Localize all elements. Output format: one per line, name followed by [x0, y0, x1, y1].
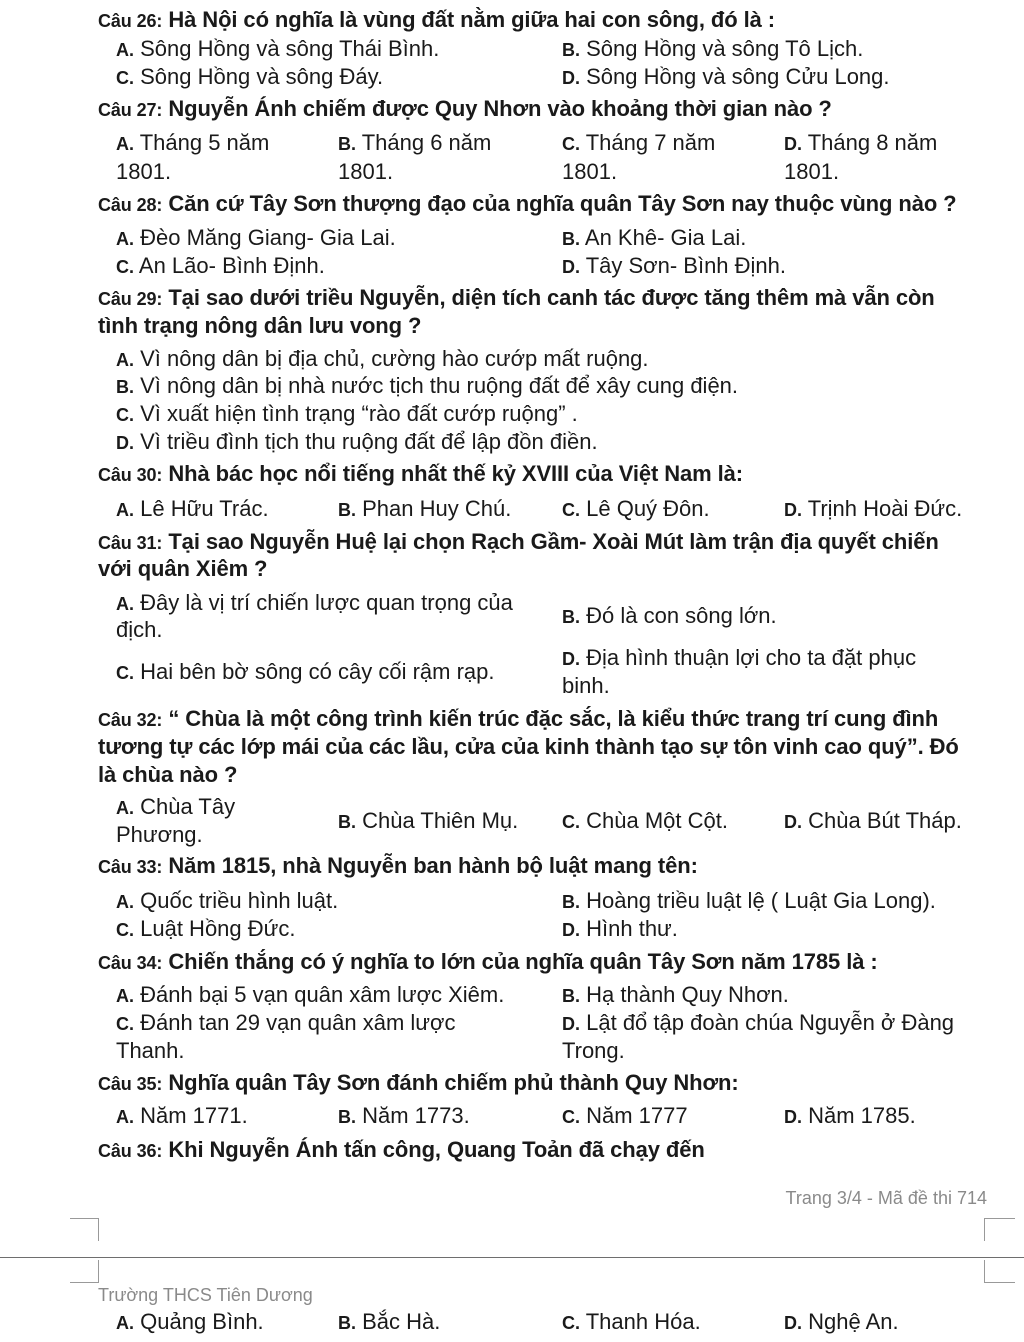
question-text: Năm 1815, nhà Nguyễn ban hành bộ luật mang tên: — [168, 853, 698, 878]
option-d-line2: binh. — [562, 673, 610, 698]
option-text: Tháng 8 năm — [807, 130, 938, 155]
option-key: D. — [784, 1107, 802, 1127]
option-key: B. — [562, 892, 580, 912]
option-text: Hai bên bờ sông có cây cối rậm rạp. — [140, 659, 495, 684]
option-key: C. — [562, 1313, 580, 1333]
option-b — [562, 225, 746, 251]
option-key: D. — [562, 1014, 580, 1034]
option-key: A. — [116, 892, 134, 912]
question-32-line3: là chùa nào ? — [98, 762, 238, 787]
option-text: Đèo Măng Giang- Gia Lai. — [140, 225, 396, 250]
option-b — [338, 130, 491, 156]
option-text: Chùa Bút Tháp. — [808, 808, 962, 833]
option-key: C. — [562, 134, 580, 154]
option-d — [784, 808, 962, 834]
option-d — [562, 916, 678, 942]
option-d — [784, 130, 937, 156]
option-c — [116, 916, 296, 942]
option-key: D. — [562, 257, 580, 277]
question-text: Nhà bác học nổi tiếng nhất thế kỷ XVIII của Việt Nam là: — [168, 461, 744, 486]
question-number: Câu 35: — [98, 1074, 163, 1094]
option-text: Lật đổ tập đoàn chúa Nguyễn ở Đàng — [586, 1010, 955, 1035]
option-d — [562, 64, 890, 90]
option-a — [116, 794, 235, 820]
question-number: Câu 34: — [98, 953, 163, 973]
option-a — [116, 590, 513, 616]
option-text: Chùa Thiên Mụ. — [362, 808, 519, 833]
option-b — [562, 36, 863, 62]
crop-mark-bottom-right — [984, 1260, 1015, 1283]
option-key: A. — [116, 40, 134, 60]
question-number: Câu 31: — [98, 533, 163, 553]
option-d — [784, 496, 962, 522]
option-key: A. — [116, 500, 134, 520]
option-text: Thanh Hóa. — [585, 1309, 701, 1334]
option-b-line2: 1801. — [338, 159, 394, 184]
option-d — [562, 1010, 954, 1036]
option-c — [562, 808, 728, 834]
question-32-line2: tương tự các lớp mái của các lầu, cửa của kinh thành tạo sự tôn vinh cao quý”. Đó — [98, 734, 959, 759]
option-key: C. — [116, 405, 134, 425]
question-29-line2: tình trạng nông dân lưu vong ? — [98, 313, 422, 338]
question-text: Tại sao dưới triều Nguyễn, diện tích canh tác được tăng thêm mà vẫn còn — [168, 285, 935, 310]
option-c — [116, 1010, 455, 1036]
option-text: Lê Quý Đôn. — [586, 496, 710, 521]
option-c — [562, 130, 715, 156]
option-key: B. — [562, 229, 580, 249]
option-a — [116, 130, 269, 156]
option-text: Trịnh Hoài Đức. — [807, 496, 963, 521]
option-text: Vì triều đình tịch thu ruộng đất để lập đồn điền. — [140, 429, 598, 454]
question-text: Nguyễn Ánh chiếm được Quy Nhơn vào khoảng thời gian nào ? — [168, 96, 832, 121]
question-number: Câu 30: — [98, 465, 163, 485]
option-key: B. — [338, 1107, 356, 1127]
option-key: B. — [562, 986, 580, 1006]
question-number: Câu 27: — [98, 100, 163, 120]
option-key: D. — [562, 68, 580, 88]
option-key: A. — [116, 798, 134, 818]
option-text: Sông Hồng và sông Thái Bình. — [140, 36, 440, 61]
option-text: Sông Hồng và sông Tô Lịch. — [586, 36, 864, 61]
question-text: Tại sao Nguyễn Huệ lại chọn Rạch Gầm- Xoài Mút làm trận địa quyết chiến — [168, 529, 939, 554]
question-31 — [98, 529, 939, 555]
option-key: D. — [116, 433, 134, 453]
option-key: C. — [116, 663, 134, 683]
question-33 — [98, 853, 698, 879]
question-number: Câu 33: — [98, 857, 163, 877]
option-text: Đánh bại 5 vạn quân xâm lược Xiêm. — [140, 982, 505, 1007]
option-c — [116, 659, 495, 685]
option-key: A. — [116, 986, 134, 1006]
option-c — [116, 401, 578, 427]
option-text: An Khê- Gia Lai. — [584, 225, 747, 250]
option-a — [116, 1103, 248, 1129]
page-footer-info: Trang 3/4 - Mã đề thi 714 — [785, 1188, 987, 1208]
question-26 — [98, 7, 775, 33]
option-text: Quốc triều hình luật. — [140, 888, 339, 913]
option-text: Đánh tan 29 vạn quân xâm lược — [140, 1010, 456, 1035]
question-number: Câu 36: — [98, 1141, 163, 1161]
option-b — [338, 1103, 470, 1129]
option-key: D. — [784, 500, 802, 520]
option-a — [116, 496, 269, 522]
option-text: Chùa Tây — [140, 794, 236, 819]
option-b — [338, 496, 511, 522]
option-key: A. — [116, 594, 134, 614]
option-text: Vì xuất hiện tình trạng “rào đất cướp ruộng” . — [140, 401, 578, 426]
option-a — [116, 982, 504, 1008]
option-d-line2: 1801. — [784, 159, 840, 184]
question-text: Nghĩa quân Tây Sơn đánh chiếm phủ thành Quy Nhơn: — [168, 1070, 739, 1095]
question-number: Câu 28: — [98, 195, 163, 215]
option-b — [338, 808, 518, 834]
option-a-line2: Phương. — [116, 822, 203, 847]
option-key: B. — [338, 500, 356, 520]
option-text: Tháng 7 năm — [585, 130, 716, 155]
option-text: Chùa Một Cột. — [586, 808, 728, 833]
option-text: Bắc Hà. — [362, 1309, 441, 1334]
option-key: C. — [116, 68, 134, 88]
option-key: C. — [562, 812, 580, 832]
option-c — [562, 496, 710, 522]
option-key: A. — [116, 350, 134, 370]
option-text: Đó là con sông lớn. — [586, 603, 777, 628]
option-text: Luật Hồng Đức. — [140, 916, 296, 941]
crop-mark-top-left — [70, 1218, 99, 1241]
option-text: Vì nông dân bị địa chủ, cường hào cướp mất ruộng. — [140, 346, 649, 371]
question-number: Câu 26: — [98, 11, 163, 31]
option-c — [116, 253, 325, 279]
option-text: Hoàng triều luật lệ ( Luật Gia Long). — [586, 888, 936, 913]
question-31-line2: với quân Xiêm ? — [98, 556, 268, 581]
option-key: D. — [784, 812, 802, 832]
option-d — [784, 1103, 916, 1129]
question-28 — [98, 191, 957, 217]
option-text: Sông Hồng và sông Đáy. — [140, 64, 384, 89]
option-a-line2: 1801. — [116, 159, 172, 184]
option-text: An Lão- Bình Định. — [138, 253, 325, 278]
option-key: D. — [784, 1313, 802, 1333]
option-a — [116, 888, 338, 914]
option-c — [562, 1309, 701, 1335]
option-key: A. — [116, 229, 134, 249]
option-key: B. — [562, 607, 580, 627]
option-key: A. — [116, 134, 134, 154]
option-key: A. — [116, 1107, 134, 1127]
option-key: D. — [562, 920, 580, 940]
option-key: B. — [338, 134, 356, 154]
option-a — [116, 346, 649, 372]
option-a — [116, 225, 396, 251]
option-text: Vì nông dân bị nhà nước tịch thu ruộng đất để xây cung điện. — [140, 373, 739, 398]
option-key: C. — [562, 500, 580, 520]
crop-mark-bottom-left — [70, 1260, 99, 1283]
option-a-line2: địch. — [116, 617, 163, 642]
question-text: Hà Nội có nghĩa là vùng đất nằm giữa hai con sông, đó là : — [168, 7, 775, 32]
question-text: “ Chùa là một công trình kiến trúc đặc sắc, là kiểu thức trang trí cung đình — [168, 706, 939, 731]
option-key: C. — [116, 257, 134, 277]
option-text: Năm 1777 — [586, 1103, 688, 1128]
page-header-school: Trường THCS Tiên Dương — [98, 1285, 313, 1305]
option-key: B. — [338, 812, 356, 832]
option-text: Năm 1771. — [140, 1103, 248, 1128]
option-d-line2: Trong. — [562, 1038, 625, 1063]
option-key: B. — [562, 40, 580, 60]
crop-mark-top-right — [984, 1218, 1015, 1241]
question-34 — [98, 949, 878, 975]
question-number: Câu 32: — [98, 710, 163, 730]
option-key: B. — [116, 377, 134, 397]
question-text: Căn cứ Tây Sơn thượng đạo của nghĩa quân Tây Sơn nay thuộc vùng nào ? — [168, 191, 957, 216]
question-number: Câu 29: — [98, 289, 163, 309]
question-32 — [98, 706, 938, 732]
option-text: Lê Hữu Trác. — [140, 496, 269, 521]
option-key: D. — [784, 134, 802, 154]
question-27 — [98, 96, 832, 122]
option-text: Tây Sơn- Bình Định. — [585, 253, 787, 278]
question-36 — [98, 1137, 705, 1163]
option-c — [562, 1103, 688, 1129]
question-35 — [98, 1070, 739, 1096]
option-text: Tháng 5 năm — [139, 130, 270, 155]
option-text: Năm 1773. — [362, 1103, 470, 1128]
option-b — [116, 373, 738, 399]
option-key: C. — [116, 920, 134, 940]
option-text: Hạ thành Quy Nhơn. — [586, 982, 789, 1007]
option-c — [116, 64, 383, 90]
question-30 — [98, 461, 743, 487]
option-text: Sông Hồng và sông Cửu Long. — [586, 64, 890, 89]
question-29 — [98, 285, 935, 311]
option-text: Nghệ An. — [808, 1309, 899, 1334]
option-d — [784, 1309, 899, 1335]
option-b — [562, 888, 936, 914]
option-b — [562, 603, 777, 629]
question-text: Khi Nguyễn Ánh tấn công, Quang Toản đã chạy đến — [168, 1137, 705, 1162]
option-text: Phan Huy Chú. — [362, 496, 512, 521]
option-key: D. — [562, 649, 580, 669]
question-text: Chiến thắng có ý nghĩa to lớn của nghĩa quân Tây Sơn năm 1785 là : — [168, 949, 878, 974]
option-text: Địa hình thuận lợi cho ta đặt phục — [586, 645, 917, 670]
option-key: A. — [116, 1313, 134, 1333]
option-text: Hình thư. — [586, 916, 678, 941]
option-d — [562, 253, 786, 279]
option-a — [116, 36, 439, 62]
option-c-line2: Thanh. — [116, 1038, 185, 1063]
option-text: Tháng 6 năm — [361, 130, 492, 155]
option-key: C. — [116, 1014, 134, 1034]
option-key: C. — [562, 1107, 580, 1127]
option-c-line2: 1801. — [562, 159, 618, 184]
option-text: Năm 1785. — [808, 1103, 916, 1128]
option-b — [338, 1309, 440, 1335]
option-text: Quảng Bình. — [140, 1309, 264, 1334]
option-d — [116, 429, 598, 455]
option-key: B. — [338, 1313, 356, 1333]
option-text: Đây là vị trí chiến lược quan trọng của — [140, 590, 513, 615]
option-d — [562, 645, 916, 671]
option-b — [562, 982, 789, 1008]
option-a — [116, 1309, 264, 1335]
page-break-line — [0, 1257, 1024, 1258]
